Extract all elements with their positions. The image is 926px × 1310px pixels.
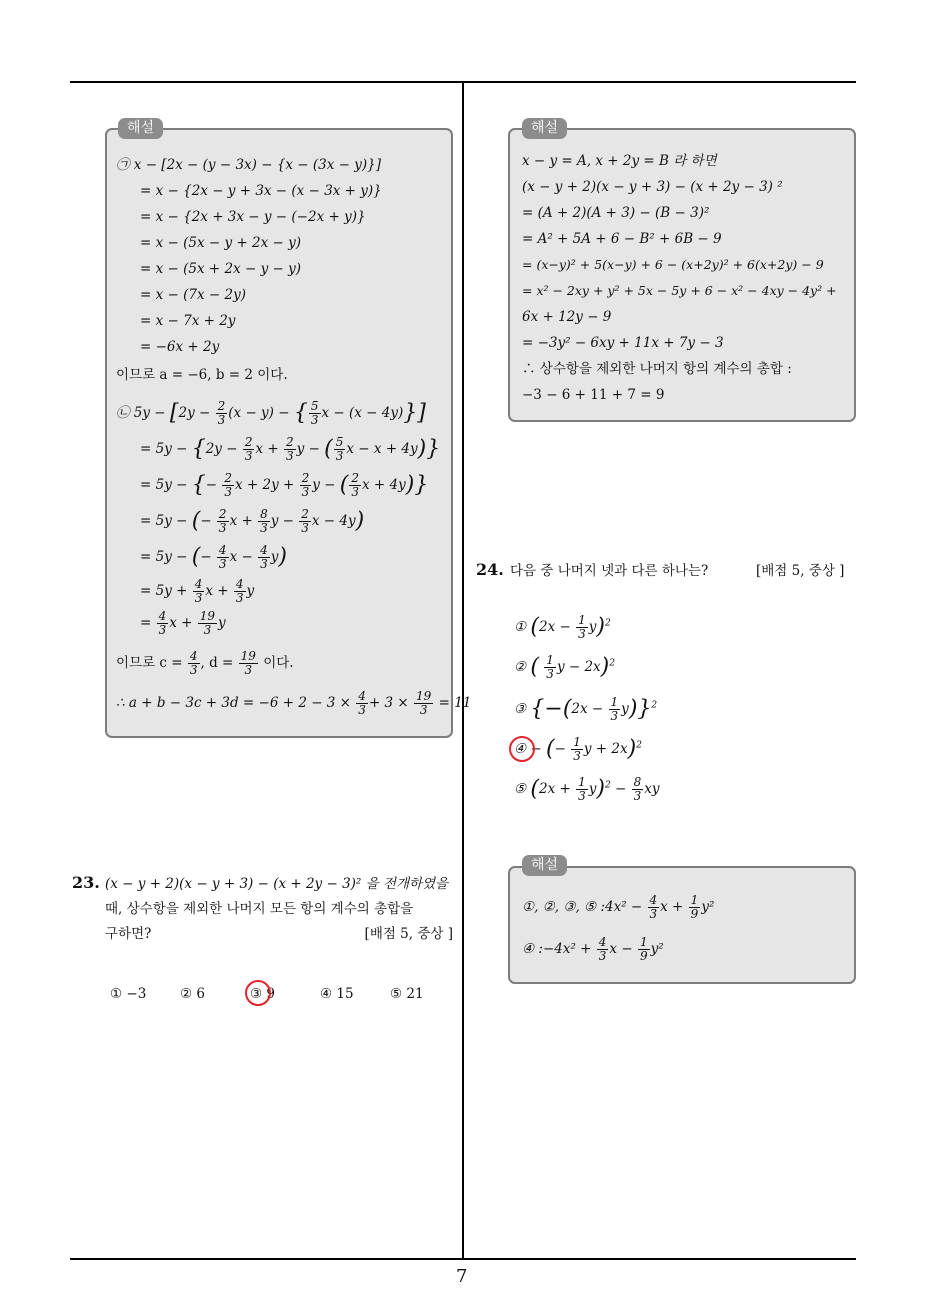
fraction: $\frac{2}{3}$ xyxy=(301,471,310,499)
fraction: $\frac{19}{3}$ xyxy=(240,649,256,677)
answer-mark-circle xyxy=(509,736,535,762)
solution-line-frac: = 5y − (− $\frac{2}{3}$ x + $\frac{8}{3}$ y − $\frac{2}{3}$ x − 4y) xyxy=(140,507,365,535)
fraction: $\frac{1}{3}$ xyxy=(573,735,581,763)
solution-line-frac: ④ :−4x² + $\frac{4}{3}$ x − $\frac{1}{9}$ y² xyxy=(522,935,664,963)
fraction: $\frac{1}{9}$ xyxy=(639,935,648,963)
question-number: 24. xyxy=(476,560,504,579)
fraction: $\frac{1}{3}$ xyxy=(578,775,586,803)
solution-line-frac: ㉡ 5y − [2y − $\frac{2}{3}$ (x − y) − { $\frac{5}{3}$ x − (x − 4y)}] xyxy=(116,399,426,427)
solution-tag: 해설 xyxy=(522,855,567,876)
fraction: $\frac{4}{3}$ xyxy=(235,577,244,605)
solution-line: 6x + 12y − 9 xyxy=(522,309,612,325)
solution-line: = x − {2x + 3x − y − (−2x + y)} xyxy=(140,209,366,225)
solution-line: x − y = A, x + 2y = B 라 하면 xyxy=(522,153,717,169)
fraction: $\frac{2}{3}$ xyxy=(244,435,253,463)
answer-choice[interactable]: ① −3 xyxy=(110,986,147,1002)
fraction: $\frac{5}{3}$ xyxy=(335,435,344,463)
fraction: $\frac{2}{3}$ xyxy=(301,507,309,535)
answer-mark-circle xyxy=(245,980,271,1006)
solution-line: = x − {2x − y + 3x − (x − 3x + y)} xyxy=(140,183,382,199)
answer-choice[interactable]: ② 6 xyxy=(180,986,205,1002)
fraction: $\frac{8}{3}$ xyxy=(633,775,642,803)
solution-tag: 해설 xyxy=(522,118,567,139)
fraction: $\frac{2}{3}$ xyxy=(286,435,294,463)
fraction: $\frac{4}{3}$ xyxy=(358,689,366,717)
answer-choice[interactable]: ⑤ 21 xyxy=(390,986,424,1002)
fraction: $\frac{5}{3}$ xyxy=(310,399,319,427)
solution-line: = A² + 5A + 6 − B² + 6B − 9 xyxy=(522,231,722,247)
fraction: $\frac{19}{3}$ xyxy=(416,689,432,717)
solution-line-frac: = 5y − {− $\frac{2}{3}$ x + 2y + $\frac{2}{3}$ y − ( $\frac{2}{3}$ x + 4y)} xyxy=(140,471,429,499)
question-line: 때, 상수항을 제외한 나머지 모든 항의 계수의 총합을 xyxy=(105,901,414,917)
question-line: (x − y + 2)(x − y + 3) − (x + 2y − 3)² 을 전개하였을 xyxy=(105,876,449,892)
solution-line: = x − (7x − 2y) xyxy=(140,287,246,303)
bottom-rule xyxy=(70,1258,856,1260)
question-line: 구하면? [배점 5, 중상 ] xyxy=(105,922,455,947)
fraction: $\frac{8}{3}$ xyxy=(260,507,268,535)
answer-choice[interactable]: ④ 15 xyxy=(320,986,354,1002)
fraction: $\frac{4}{3}$ xyxy=(598,935,607,963)
solution-line-frac: = $\frac{4}{3}$ x + $\frac{19}{3}$ y xyxy=(140,609,226,637)
solution-line: = −6x + 2y xyxy=(140,339,220,355)
q24-solution-box xyxy=(508,866,856,984)
solution-line-frac: ①, ②, ③, ⑤ :4x² − $\frac{4}{3}$ x + $\frac{1}{9}$ y² xyxy=(522,893,715,921)
answer-choice[interactable]: ③ 9 xyxy=(250,986,275,1002)
question-text: 다음 중 나머지 넷과 다른 하나는? xyxy=(510,563,709,579)
solution-line: ㉠ x − [2x − (y − 3x) − {x − (3x − y)}] xyxy=(116,157,382,173)
fraction: $\frac{2}{3}$ xyxy=(224,471,232,499)
solution-line: = x² − 2xy + y² + 5x − 5y + 6 − x² − 4xy − 4y² + xyxy=(522,283,837,298)
fraction: $\frac{1}{3}$ xyxy=(546,653,554,681)
question-text xyxy=(105,872,455,947)
fraction: $\frac{4}{3}$ xyxy=(260,543,268,571)
answer-choice[interactable]: ③ {−(2x − $\frac{1}{3}$ y)}$^2$ xyxy=(514,695,658,723)
fraction: $\frac{1}{3}$ xyxy=(578,613,586,641)
solution-line: (x − y + 2)(x − y + 3) − (x + 2y − 3) ² xyxy=(522,179,783,195)
column-divider xyxy=(462,83,464,1259)
solution-line: 이므로 a = −6, b = 2 이다. xyxy=(116,367,288,383)
solution-line: = −3y² − 6xy + 11x + 7y − 3 xyxy=(522,335,724,351)
solution-line: = x − 7x + 2y xyxy=(140,313,236,329)
fraction: $\frac{2}{3}$ xyxy=(218,507,227,535)
solution-line: = x − (5x − y + 2x − y) xyxy=(140,235,301,251)
solution-tag: 해설 xyxy=(118,118,163,139)
solution-line-frac: 이므로 c = $\frac{4}{3}$ , d = $\frac{19}{3}$ 이다. xyxy=(116,649,294,677)
fraction: $\frac{4}{3}$ xyxy=(649,893,658,921)
answer-choice[interactable]: ⑤ (2x + $\frac{1}{3}$ y)$^2$ − $\frac{8}{3}$ xy xyxy=(514,775,660,803)
fraction: $\frac{4}{3}$ xyxy=(158,609,167,637)
fraction: $\frac{4}{3}$ xyxy=(218,543,227,571)
answer-choice[interactable]: ④ − (− $\frac{1}{3}$ y + 2x)$^2$ xyxy=(514,735,642,763)
page-number: 7 xyxy=(456,1266,468,1287)
fraction: $\frac{2}{3}$ xyxy=(217,399,226,427)
fraction: $\frac{4}{3}$ xyxy=(194,577,203,605)
solution-line: = (A + 2)(A + 3) − (B − 3)² xyxy=(522,205,710,221)
fraction: $\frac{1}{9}$ xyxy=(690,893,699,921)
score-label: [배점 5, 중상 ] xyxy=(364,926,453,942)
fraction: $\frac{1}{3}$ xyxy=(610,695,619,723)
solution-line-frac: = 5y − (− $\frac{4}{3}$ x − $\frac{4}{3}$ y) xyxy=(140,543,287,571)
solution-line-frac: = 5y − {2y − $\frac{2}{3}$ x + $\frac{2}{3}$ y − ( $\frac{5}{3}$ x − x + 4y)} xyxy=(140,435,441,463)
solution-line: = (x−y)² + 5(x−y) + 6 − (x+2y)² + 6(x+2y) − 9 xyxy=(522,257,824,272)
fraction: $\frac{19}{3}$ xyxy=(199,609,216,637)
question-number: 23. xyxy=(72,873,100,892)
answer-choice[interactable]: ① (2x − $\frac{1}{3}$ y)$^2$ xyxy=(514,613,611,641)
solution-line: ∴ 상수항을 제외한 나머지 항의 계수의 총합 : xyxy=(522,361,792,377)
fraction: $\frac{4}{3}$ xyxy=(189,649,198,677)
solution-line-frac: ∴ a + b − 3c + 3d = −6 + 2 − 3 × $\frac{4}{3}$ + 3 × $\frac{19}{3}$ = 11 xyxy=(116,689,472,717)
answer-choice[interactable]: ② ( $\frac{1}{3}$ y − 2x)$^2$ xyxy=(514,653,615,681)
fraction: $\frac{2}{3}$ xyxy=(351,471,359,499)
score-label: [배점 5, 중상 ] xyxy=(756,563,845,579)
solution-line-frac: = 5y + $\frac{4}{3}$ x + $\frac{4}{3}$ y xyxy=(140,577,255,605)
solution-line: −3 − 6 + 11 + 7 = 9 xyxy=(522,387,665,403)
solution-line: = x − (5x + 2x − y − y) xyxy=(140,261,301,277)
